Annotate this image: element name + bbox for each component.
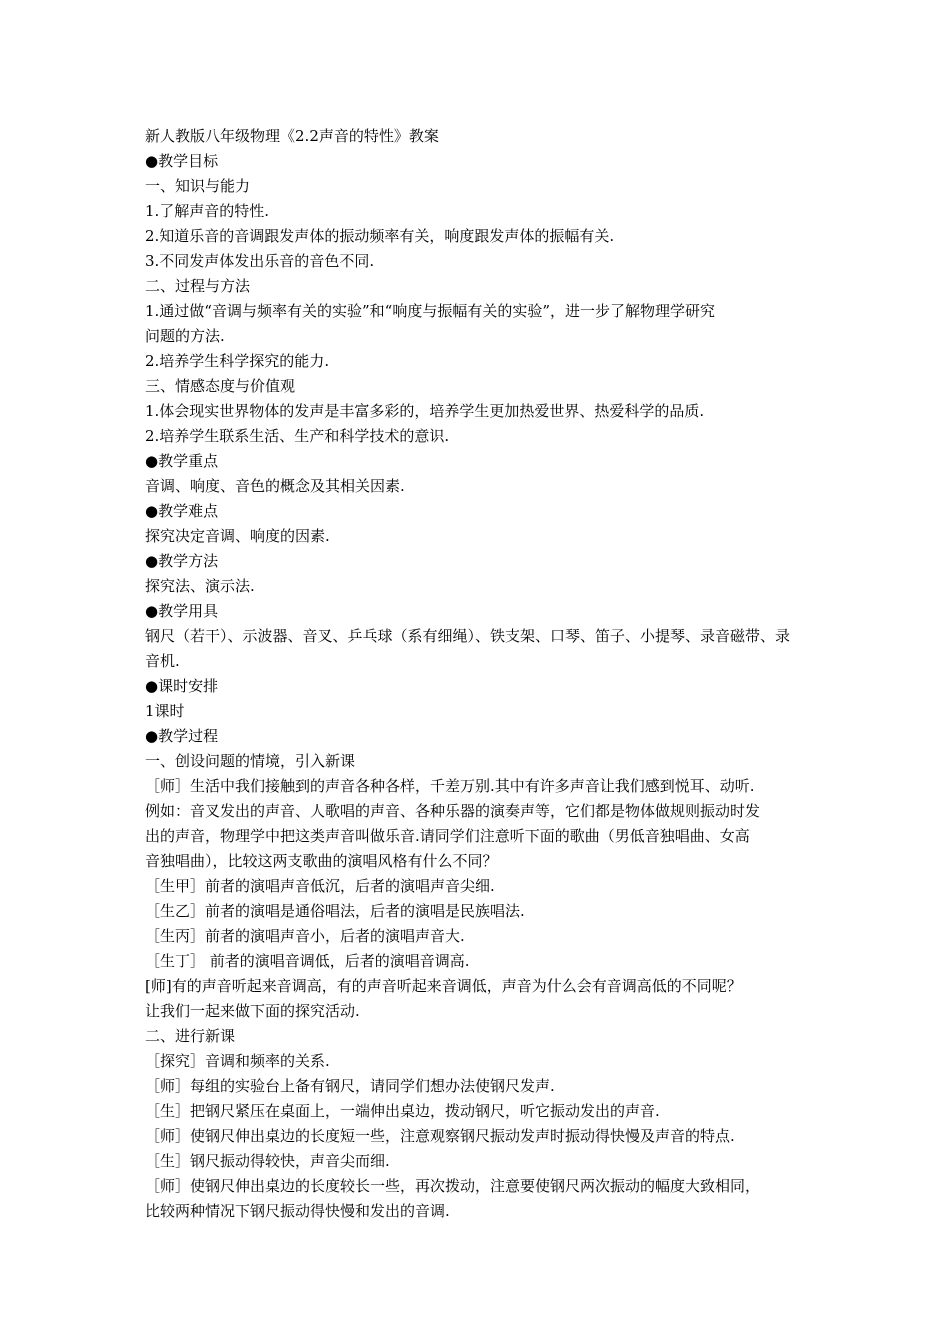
text-line: ［生］钢尺振动得较快，声音尖而细.: [145, 1152, 390, 1170]
text-line: 让我们一起来做下面的探究活动.: [145, 1002, 360, 1020]
text-line: ［师］使钢尺伸出桌边的长度短一些，注意观察钢尺振动发声时振动得快慢及声音的特点.: [145, 1127, 735, 1145]
text-line: [师]有的声音听起来音调高，有的声音听起来音调低，声音为什么会有音调高低的不同呢？: [145, 977, 742, 995]
text-line: 音机.: [145, 652, 180, 670]
text-line: 1.了解声音的特性.: [145, 202, 270, 220]
text-line: 2.培养学生科学探究的能力.: [145, 352, 330, 370]
subheading-new-lesson: 二、进行新课: [145, 1027, 236, 1045]
text-line: 音独唱曲），比较这两支歌曲的演唱风格有什么不同？: [145, 852, 498, 870]
text-line: ［探究］音调和频率的关系.: [145, 1052, 330, 1070]
document-title: 新人教版八年级物理《2.2声音的特性》教案: [145, 127, 439, 145]
section-heading-tools: ●教学用具: [145, 602, 219, 620]
text-line: ［生］把钢尺紧压在桌面上，一端伸出桌边，拨动钢尺，听它振动发出的声音.: [145, 1102, 660, 1120]
text-line: ［生丙］前者的演唱声音小，后者的演唱声音大.: [145, 927, 465, 945]
text-line: ［生甲］前者的演唱声音低沉，后者的演唱声音尖细.: [145, 877, 495, 895]
document-page: [145, 124, 813, 1224]
text-line: 探究决定音调、响度的因素.: [145, 527, 330, 545]
text-line: 1课时: [145, 702, 185, 720]
text-line: 1.通过做“音调与频率有关的实验”和“响度与振幅有关的实验”，进一步了解物理学研究: [145, 302, 715, 320]
section-heading-methods: ●教学方法: [145, 552, 219, 570]
subheading-knowledge-ability: 一、知识与能力: [145, 177, 251, 195]
subheading-process-method: 二、过程与方法: [145, 277, 251, 295]
text-line: 例如：音叉发出的声音、人歌唱的声音、各种乐器的演奏声等，它们都是物体做规则振动时发: [145, 802, 761, 820]
text-line: 音调、响度、音色的概念及其相关因素.: [145, 477, 405, 495]
section-heading-schedule: ●课时安排: [145, 677, 219, 695]
section-heading-teaching-goals: ●教学目标: [145, 152, 219, 170]
text-line: 探究法、演示法.: [145, 577, 255, 595]
text-line: 3.不同发声体发出乐音的音色不同.: [145, 252, 375, 270]
text-line: ［生丁］ 前者的演唱音调低，后者的演唱音调高.: [145, 952, 470, 970]
section-heading-key-points: ●教学重点: [145, 452, 219, 470]
text-line: 2.知道乐音的音调跟发声体的振动频率有关，响度跟发声体的振幅有关.: [145, 227, 615, 245]
text-line: ［师］使钢尺伸出桌边的长度较长一些，再次拨动，注意要使钢尺两次振动的幅度大致相同，: [145, 1177, 761, 1195]
subheading-emotion-values: 三、情感态度与价值观: [145, 377, 296, 395]
section-heading-process: ●教学过程: [145, 727, 219, 745]
subheading-intro: 一、创设问题的情境，引入新课: [145, 752, 356, 770]
text-line: 问题的方法.: [145, 327, 225, 345]
text-line: ［师］生活中我们接触到的声音各种各样，千差万别.其中有许多声音让我们感到悦耳、动听.: [145, 777, 755, 795]
text-line: ［生乙］前者的演唱是通俗唱法，后者的演唱是民族唱法.: [145, 902, 525, 920]
text-line: ［师］每组的实验台上备有钢尺，请同学们想办法使钢尺发声.: [145, 1077, 555, 1095]
text-line: 比较两种情况下钢尺振动得快慢和发出的音调.: [145, 1202, 450, 1220]
text-line: 1.体会现实世界物体的发声是丰富多彩的，培养学生更加热爱世界、热爱科学的品质.: [145, 402, 705, 420]
text-line: 出的声音，物理学中把这类声音叫做乐音.请同学们注意听下面的歌曲（男低音独唱曲、女高: [145, 827, 750, 845]
text-line: 2.培养学生联系生活、生产和科学技术的意识.: [145, 427, 450, 445]
text-line: 钢尺（若干）、示波器、音叉、乒乓球（系有细绳）、铁支架、口琴、笛子、小提琴、录音磁带、录: [145, 627, 791, 645]
section-heading-difficulties: ●教学难点: [145, 502, 219, 520]
